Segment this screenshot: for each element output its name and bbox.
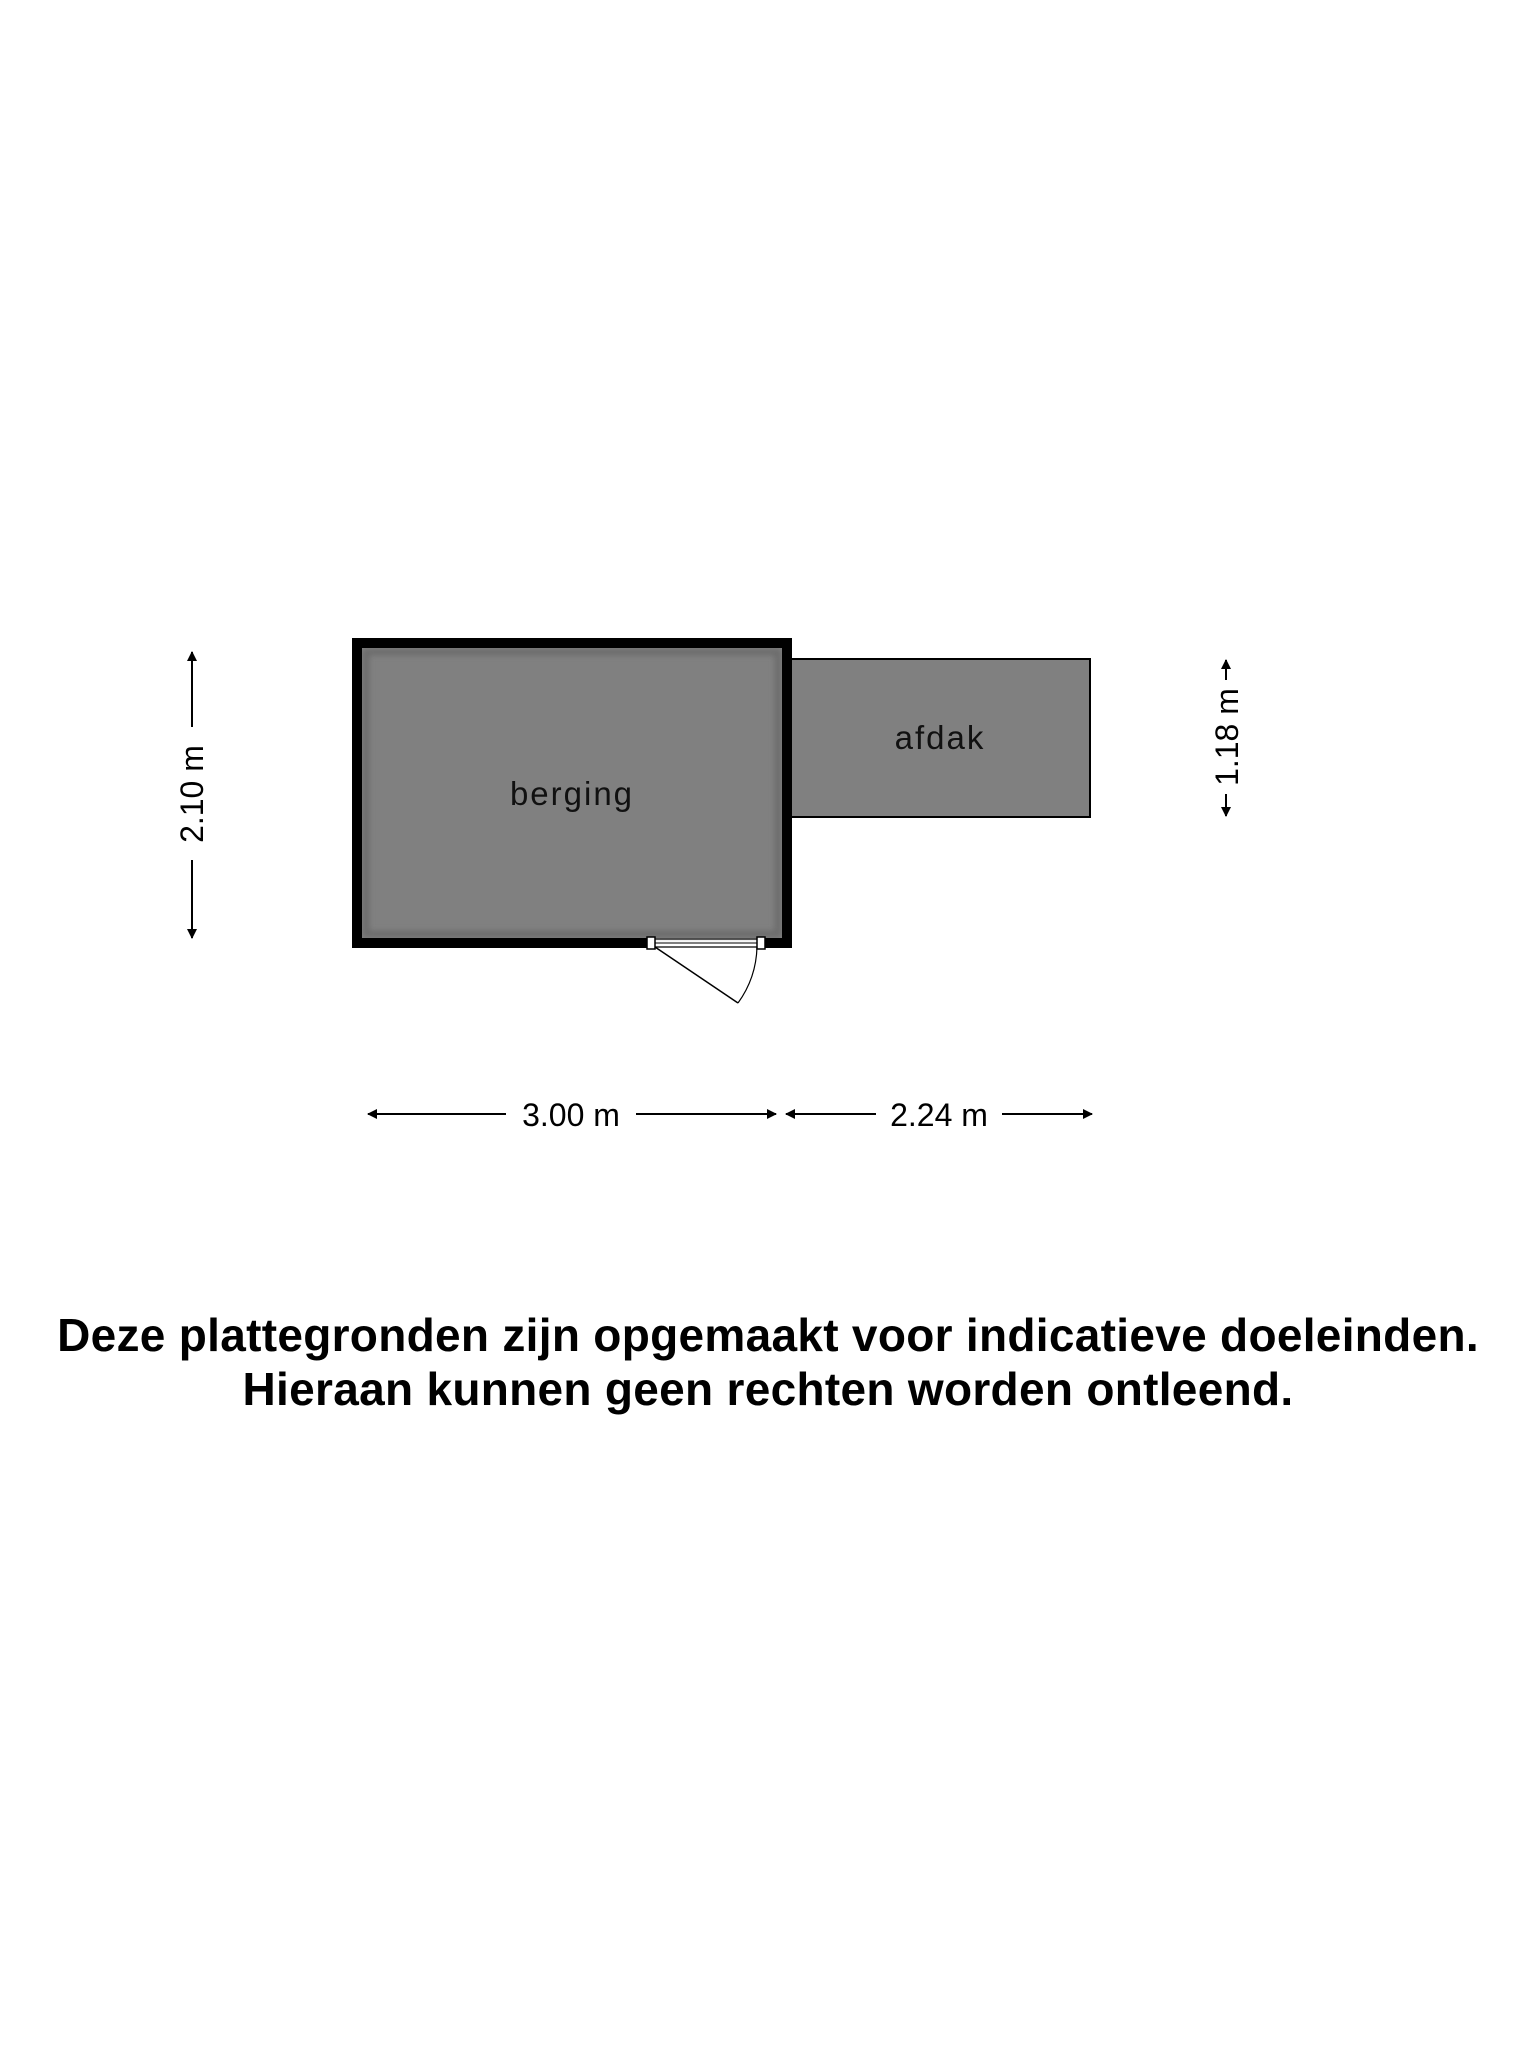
disclaimer-line-2: Hieraan kunnen geen rechten worden ontleend. [242,1363,1294,1415]
dimension-label: 2.10 m [174,745,210,843]
dimension-label: 3.00 m [522,1097,620,1133]
dimension-label: 2.24 m [890,1097,988,1133]
dimension-berging-depth [174,652,210,938]
dimension-afdak-width [786,1097,1092,1133]
disclaimer-line-1: Deze plattegronden zijn opgemaakt voor indicatieve doeleinden. [57,1309,1479,1361]
afdak-label: afdak [894,719,986,756]
door-leaf [655,947,738,1003]
afdak-room [786,659,1090,817]
berging-room [357,643,787,1003]
door-swing-arc [738,947,757,1003]
berging-label: berging [509,775,635,812]
door-jamb-right [757,937,765,949]
dimension-afdak-depth [1209,660,1245,816]
dimension-berging-width [368,1097,776,1133]
door [647,937,765,1003]
door-jamb-left [647,937,655,949]
dimension-label: 1.18 m [1209,688,1245,786]
